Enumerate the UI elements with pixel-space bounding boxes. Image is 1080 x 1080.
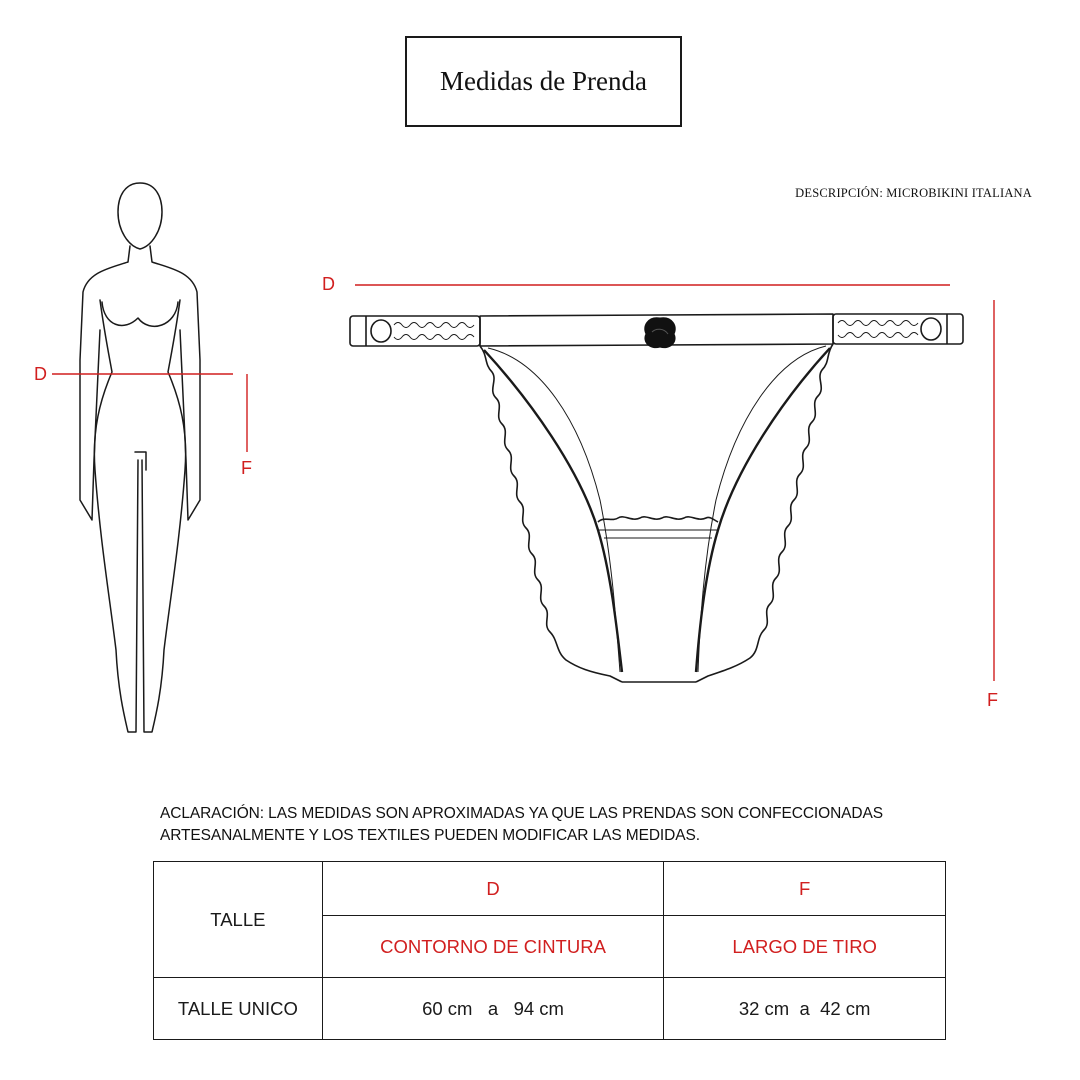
left-strap-elastic xyxy=(394,323,474,340)
right-strap-ring xyxy=(921,318,941,340)
row-d-value: 60 cm a 94 cm xyxy=(322,978,664,1040)
body-silhouette xyxy=(80,183,200,732)
body-torso-right xyxy=(142,300,186,732)
left-leg-inner xyxy=(488,348,620,672)
garment-drawing xyxy=(350,314,963,682)
garment-right-edge xyxy=(696,344,833,682)
garment-left-edge xyxy=(480,346,622,682)
rose-ornament xyxy=(645,318,675,348)
col-d-letter: D xyxy=(322,862,664,916)
size-header-cell: TALLE xyxy=(154,862,323,978)
left-strap-ring xyxy=(371,320,391,342)
right-strap xyxy=(833,314,963,344)
body-outline-right xyxy=(150,246,200,520)
body-outline-left xyxy=(80,246,130,520)
disclaimer-line-1: ACLARACIÓN: LAS MEDIDAS SON APROXIMADAS YA QUE LAS PRENDAS SON CONFECCIONADAS xyxy=(160,805,883,822)
size-table xyxy=(153,861,946,1040)
right-strap-elastic xyxy=(838,321,918,338)
left-leg-opening xyxy=(484,350,622,672)
table-row xyxy=(154,978,946,1040)
body-bust xyxy=(102,302,178,326)
table-header-row xyxy=(154,862,946,916)
row-f-value: 32 cm a 42 cm xyxy=(664,978,946,1040)
row-size-cell: TALLE UNICO xyxy=(154,978,323,1040)
disclaimer-line-2: ARTESANALMENTE Y LOS TEXTILES PUEDEN MODIFICAR LAS MEDIDAS. xyxy=(160,827,700,844)
right-leg-opening xyxy=(696,348,830,672)
body-head xyxy=(118,183,162,249)
gusset-seam xyxy=(598,530,718,538)
right-leg-inner xyxy=(698,346,826,672)
left-strap xyxy=(350,316,480,346)
body-label-d: D xyxy=(34,364,47,384)
col-d-name: CONTORNO DE CINTURA xyxy=(322,916,664,978)
body-torso-left xyxy=(94,300,138,732)
body-label-f: F xyxy=(241,458,252,478)
page-title: Medidas de Prenda xyxy=(440,66,647,96)
gusset-scallop xyxy=(598,517,718,522)
body-inseam xyxy=(135,452,146,470)
garment-label-d: D xyxy=(322,274,335,294)
garment-description: DESCRIPCIÓN: MICROBIKINI ITALIANA xyxy=(795,186,1032,200)
col-f-name: LARGO DE TIRO xyxy=(664,916,946,978)
garment-label-f: F xyxy=(987,690,998,710)
disclaimer-note xyxy=(160,803,920,847)
rose-icon xyxy=(645,318,675,348)
col-f-letter: F xyxy=(664,862,946,916)
